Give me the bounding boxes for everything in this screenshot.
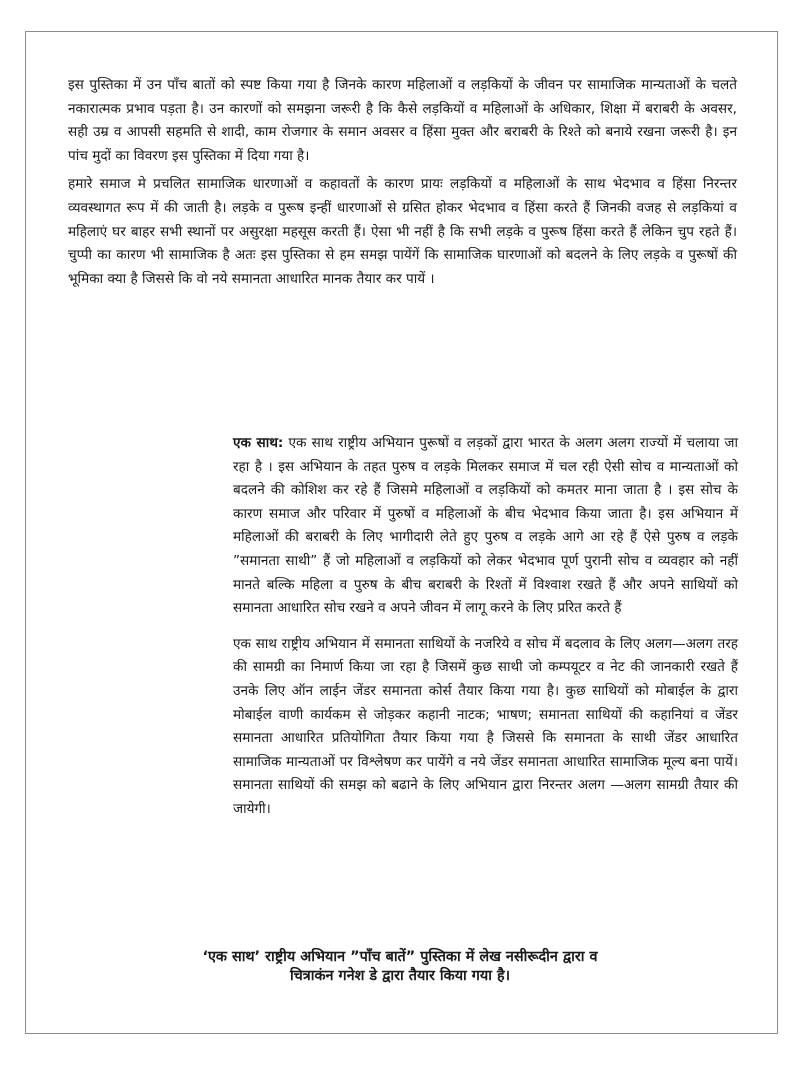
intro-paragraph-1: इस पुस्तिका में उन पाँच बातों को स्पष्ट किया गया है जिनके कारण महिलाओं व लड़कियों के जीवन पर सामाजिक मान्यताओं के चलते नकारात्मक प्रभाव पड़ता है। उन कारणों को समझना जरूरी है कि कैसे लड़कियों व महिलाओं के अधिकार, शिक्षा में बराबरी के अवसर, सही उम्र व आपसी सहमति से शादी, काम रोजगार के समान अवसर व हिंसा मुक्त और बराबरी के रिश्ते को बनाये रखना जरूरी है। इन पांच मुदों का विवरण इस पुस्तिका में दिया गया है। <box>68 77 737 164</box>
ek-saath-paragraph-1-text: एक साथ राष्ट्रीय अभियान पुरूषों व लड़कों द्वारा भारत के अलग अलग राज्यों में चलाया जा रहा है । इस अभियान के तहत पुरुष व लड़के मिलकर समाज में चल रही ऐसी सोच व मान्यताओं को बदलने की कोशिश कर रहे हैं जिसमे महिलाओं व लड़कियों को कमतर माना जाता है । इस सोच के कारण समाज और परिवार में पुरुषों व महिलाओं के बीच भेदभाव किया जाता है। इस अभियान में महिलाओं की बराबरी के लिए भागीदारी लेते हुए पुरुष व लड़के आगे आ रहे हैं ऐसे पुरुष व लड़के ”समानता साथी” हैं जो महिलाओं व लड़कियों को लेकर भेदभाव पूर्ण पुरानी सोच व व्यवहार को नहीं मानते बल्कि महिला व पुरुष के बीच बराबरी के रिश्तों में विश्वाश रखते हैं और अपने साथियों को समानता आधारित सोच रखने व अपने जीवन में लागू करने के लिए प्ररित करते हैं <box>233 435 738 617</box>
intro-paragraph-2: हमारे समाज मे प्रचलित सामाजिक धारणाओं व कहावतों के कारण प्रायः लड़कियों व महिलाओं के साथ भेदभाव व हिंसा निरन्तर व्यवस्थागत रूप में की जाती है। लड़के व पुरूष इन्हीं धारणाओं से ग्रसित होकर भेदभाव व हिंसा करते हैं जिनकी वजह से लड़कियां व महिलाएं घर बाहर सभी स्थानों पर असुरक्षा महसूस करती हैं। ऐसा भी नहीं है कि सभी लड़के व पुरूष हिंसा करते हैं लेकिन चुप रहते हैं। चुप्पी का कारण भी सामाजिक है अतः इस पुस्तिका से हम समझ पायेंगें कि सामाजिक घारणाओं को बदलने के लिए लड़के व पुरूषों की भूमिका क्या है जिससे कि वो नये समानता आधारित मानक तैयार कर पायें । <box>68 176 737 287</box>
ek-saath-heading: एक साथ: <box>233 435 284 451</box>
credit-note <box>80 948 720 985</box>
ek-saath-paragraph-1 <box>233 432 738 621</box>
credit-line-1: ‘एक साथ’ राष्ट्रीय अभियान ”पाँच बातें” पुस्तिका में लेख नसीरूदीन द्वारा व <box>202 949 598 965</box>
credit-line-2: चित्राकंन गनेश डे द्वारा तैयार किया गया है। <box>289 967 511 984</box>
ek-saath-paragraph-2: एक साथ राष्ट्रीय अभियान में समानता साथियों के नजरिये व सोच में बदलाव के लिए अलग—अलग तरह की सामग्री का निमार्ण किया जा रहा है जिसमें कुछ साथी जो कम्पयूटर व नेट की जानकारी रखते हैं उनके लिए ऑन लाईन जेंडर समानता कोर्स तैयार किया गया है। कुछ साथियों को मोबाईल के द्वारा मोबाईल वाणी कार्यकम से जोड़कर कहानी नाटक; भाषण; समानता साथियों की कहानियां व जेंडर समानता आधारित प्रतियोगिता तैयार किया गया है जिससे कि समानता के साथी जेंडर आधारित सामाजिक मान्यताओं पर विश्लेषण कर पायेंगे व नये जेंडर समानता आधारित सामाजिक मूल्य बना पायें। समानता साथियों की समझ को बढाने के लिए अभियान द्वारा निरन्तर अलग —अलग सामग्री तैयार की जायेगी। <box>233 635 738 817</box>
intro-section <box>68 74 737 291</box>
ek-saath-section <box>233 432 738 822</box>
